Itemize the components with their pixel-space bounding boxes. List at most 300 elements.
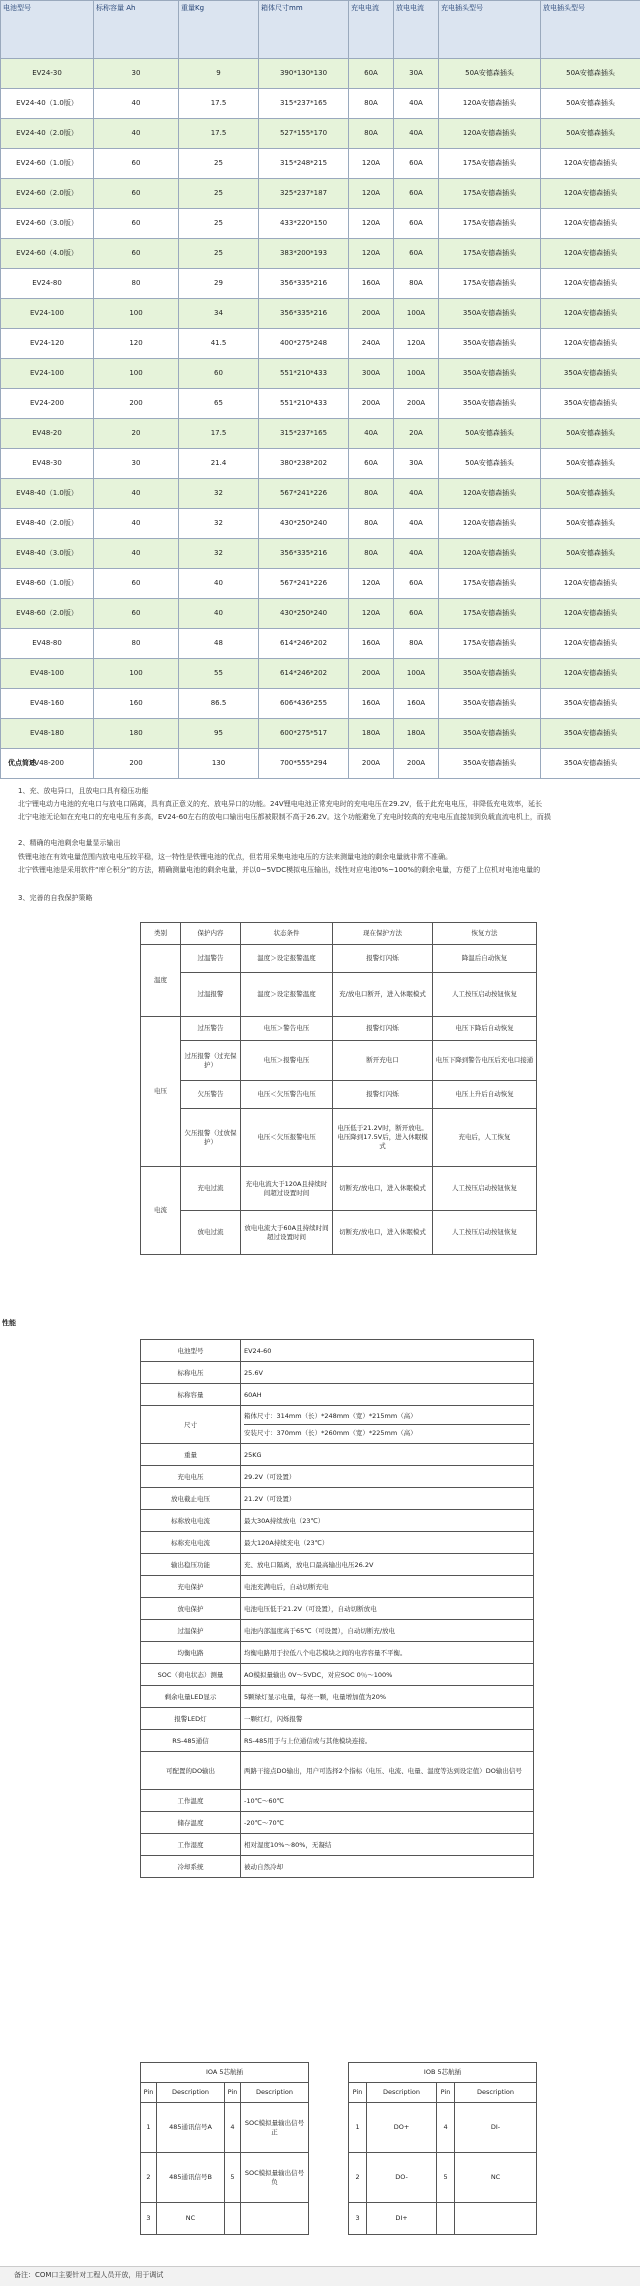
model-name-cell: EV24-40（2.0版） [1, 119, 94, 149]
spec-value: EV24-60 [241, 1340, 534, 1362]
category-cell: 电压 [141, 1017, 181, 1167]
table-row [1, 599, 640, 629]
table-cell: 断开充电口 [333, 1041, 433, 1081]
table-row [141, 1554, 534, 1576]
model-name-cell: EV24-80 [1, 269, 94, 299]
table-row [1, 239, 640, 269]
pin-table [140, 2062, 537, 2235]
table-cell: 430*250*240 [259, 599, 349, 629]
table-row [1, 59, 640, 89]
table-cell: 80A [349, 479, 394, 509]
table-cell: 175A安德森插头 [439, 599, 541, 629]
header-cell: 状态条件 [241, 923, 333, 945]
spec-value: 均衡电路用于拉低八个电芯模块之间的电容容量不平衡。 [241, 1642, 534, 1664]
table-row [1, 479, 640, 509]
table-row [141, 1708, 534, 1730]
table-cell: 325*237*187 [259, 179, 349, 209]
table-row [1, 359, 640, 389]
advantages-title: 优点简述 [8, 758, 36, 769]
table-cell: 报警灯闪烁 [333, 945, 433, 973]
table-cell: 614*246*202 [259, 629, 349, 659]
table-cell: 315*237*165 [259, 419, 349, 449]
spec-value: 21.2V（可设置） [241, 1488, 534, 1510]
table-row [141, 1510, 534, 1532]
spec-value: 25.6V [241, 1362, 534, 1384]
table-cell [455, 2203, 537, 2235]
table-cell: 551*210*433 [259, 359, 349, 389]
table-cell: 380*238*202 [259, 449, 349, 479]
pin-title-row [141, 2063, 537, 2083]
table-row [1, 749, 640, 779]
table-cell: 120A安德森插头 [541, 149, 640, 179]
table-cell: 人工按压启动按钮恢复 [433, 1167, 537, 1211]
table-cell: 欠压警告 [181, 1081, 241, 1109]
table-cell: 160A [349, 629, 394, 659]
spec-label: 均衡电路 [141, 1642, 241, 1664]
table-row [141, 973, 537, 1017]
table-cell: 25 [179, 179, 259, 209]
table-row [141, 1642, 534, 1664]
table-cell: 350A安德森插头 [439, 719, 541, 749]
advantage-line: 北宁电池无论如在充电口的充电电压有多高，EV24-60左右的放电口输出电压都被限制不高于26.2V。这个功能避免了充电时较高的充电电压直接加到负载直流电机上，而损 [18, 812, 551, 823]
footer-note: 备注：COM口主要针对工程人员开放，用于调试 [14, 2270, 163, 2281]
table-cell: 315*237*165 [259, 89, 349, 119]
advantage-line: 北宁铁锂电池是采用软件“库仑积分”的方法，精确测量电池的剩余电量，并以0~5VDC模拟电压输出，线性对应电池0%~100%的剩余电量，方便了上位机对电池电量的 [18, 865, 540, 876]
performance-table [140, 1339, 534, 1878]
header-cell: 放电电流 [394, 1, 439, 59]
table-row [141, 1017, 537, 1041]
performance-title: 性能 [2, 1318, 16, 1329]
table-cell: 175A安德森插头 [439, 239, 541, 269]
table-cell: 过压报警（过充保护） [181, 1041, 241, 1081]
spec-label: 过温保护 [141, 1620, 241, 1642]
table-cell: 430*250*240 [259, 509, 349, 539]
table-row [141, 1790, 534, 1812]
table-row [1, 629, 640, 659]
table-row [141, 1576, 534, 1598]
header-cell: Pin [437, 2083, 455, 2103]
header-cell: 类别 [141, 923, 181, 945]
table-cell: NC [157, 2203, 225, 2235]
table-cell: 60A [394, 179, 439, 209]
table-cell: 60A [394, 599, 439, 629]
model-name-cell: EV24-30 [1, 59, 94, 89]
table-cell: 350A安德森插头 [541, 689, 640, 719]
table-row [1, 659, 640, 689]
table-cell: 700*555*294 [259, 749, 349, 779]
table-row [141, 1081, 537, 1109]
model-spec-table [0, 0, 640, 779]
table-cell: 55 [179, 659, 259, 689]
table-row [141, 1340, 534, 1362]
table-row [141, 1664, 534, 1686]
table-cell: 报警灯闪烁 [333, 1081, 433, 1109]
table-cell: 32 [179, 539, 259, 569]
table-cell: 60 [179, 359, 259, 389]
table-header-row [1, 1, 640, 59]
gap [309, 2063, 349, 2235]
table-cell: 17.5 [179, 119, 259, 149]
table-cell: 50A安德森插头 [541, 419, 640, 449]
table-cell: 300A [349, 359, 394, 389]
table-cell: 电压下降后自动恢复 [433, 1017, 537, 1041]
table-cell: 100 [94, 299, 179, 329]
table-cell: 180 [94, 719, 179, 749]
table-cell: 60 [94, 149, 179, 179]
table-cell: 40 [94, 509, 179, 539]
table-cell: 120A安德森插头 [541, 299, 640, 329]
table-header-row [141, 923, 537, 945]
table-row [1, 209, 640, 239]
table-cell: 180A [394, 719, 439, 749]
table-row [141, 1598, 534, 1620]
table-cell: 60A [394, 149, 439, 179]
table-cell: 350A安德森插头 [541, 389, 640, 419]
spec-value-line: 箱体尺寸：314mm（长）*248mm（宽）*215mm（高） [244, 1411, 530, 1421]
table-cell: 80 [94, 269, 179, 299]
spec-label: 标称充电电流 [141, 1532, 241, 1554]
spec-value: 5颗绿灯显示电量，每亮一颗，电量增加值为20% [241, 1686, 534, 1708]
table-cell: 120A安德森插头 [439, 539, 541, 569]
spec-label: 重量 [141, 1444, 241, 1466]
model-name-cell: EV48-200 [1, 749, 94, 779]
table-cell: 80A [394, 629, 439, 659]
table-cell: 切断充/放电口，进入休眠模式 [333, 1167, 433, 1211]
table-row [1, 389, 640, 419]
table-cell: 人工按压启动按钮恢复 [433, 1211, 537, 1255]
spec-label: 放电保护 [141, 1598, 241, 1620]
table-cell: 120A安德森插头 [439, 479, 541, 509]
header-cell: Description [367, 2083, 437, 2103]
header-cell: 电池型号 [1, 1, 94, 59]
table-cell: 欠压报警（过放保护） [181, 1109, 241, 1167]
table-cell: 40A [349, 419, 394, 449]
table-cell: 温度＞设定报警温度 [241, 945, 333, 973]
table-cell: 433*220*150 [259, 209, 349, 239]
table-cell [225, 2203, 241, 2235]
table-cell: 160A [394, 689, 439, 719]
spec-value: RS-485用于与上位通信或与其他模块连接。 [241, 1730, 534, 1752]
table-row [141, 1167, 537, 1211]
table-cell: 50A安德森插头 [541, 539, 640, 569]
table-cell: 175A安德森插头 [439, 179, 541, 209]
table-cell: 485通讯信号A [157, 2103, 225, 2153]
table-row [1, 149, 640, 179]
table-cell: 60 [94, 179, 179, 209]
spec-value: 最大30A持续放电（23℃） [241, 1510, 534, 1532]
model-name-cell: EV48-20 [1, 419, 94, 449]
table-cell: 温度＞设定报警温度 [241, 973, 333, 1017]
table-cell: 2 [349, 2153, 367, 2203]
table-cell: 200 [94, 749, 179, 779]
table-cell: 80A [349, 119, 394, 149]
table-cell: 29 [179, 269, 259, 299]
spec-value: 充、放电口隔离，放电口最高输出电压26.2V [241, 1554, 534, 1576]
table-cell: 60A [394, 569, 439, 599]
table-cell: 120 [94, 329, 179, 359]
table-row [141, 1812, 534, 1834]
table-cell: 120A安德森插头 [439, 89, 541, 119]
table-cell: 175A安德森插头 [439, 209, 541, 239]
table-cell: 充电电流大于120A且持续时间超过设置时间 [241, 1167, 333, 1211]
table-cell: 60 [94, 569, 179, 599]
table-cell: 160A [349, 689, 394, 719]
table-row [141, 1686, 534, 1708]
table-cell: 86.5 [179, 689, 259, 719]
table-cell: 50A安德森插头 [541, 479, 640, 509]
table-cell: 120A [349, 569, 394, 599]
table-cell: 315*248*215 [259, 149, 349, 179]
table-cell: 350A安德森插头 [439, 299, 541, 329]
header-cell: Pin [225, 2083, 241, 2103]
advantage-line: 3、完善的自我保护策略 [18, 893, 92, 904]
table-cell: 电压低于21.2V时，断开放电。电压降到17.5V后，进入休眠模式 [333, 1109, 433, 1167]
table-cell: 40 [94, 479, 179, 509]
table-cell: 充电后，人工恢复 [433, 1109, 537, 1167]
table-cell: 100A [394, 659, 439, 689]
table-cell: 120A安德森插头 [541, 599, 640, 629]
table-cell: 3 [349, 2203, 367, 2235]
table-cell: 100 [94, 659, 179, 689]
model-name-cell: EV48-100 [1, 659, 94, 689]
model-name-cell: EV24-60（1.0版） [1, 149, 94, 179]
table-cell: 60 [94, 209, 179, 239]
table-cell: 17.5 [179, 419, 259, 449]
table-row [141, 1211, 537, 1255]
model-name-cell: EV24-40（1.0版） [1, 89, 94, 119]
model-name-cell: EV24-100 [1, 299, 94, 329]
table-cell: 40A [394, 479, 439, 509]
table-cell: 40 [94, 119, 179, 149]
table-cell: SOC模拟量输出信号负 [241, 2153, 309, 2203]
table-cell: 3 [141, 2203, 157, 2235]
category-cell: 电流 [141, 1167, 181, 1255]
table-row [1, 539, 640, 569]
table-cell: 30 [94, 449, 179, 479]
table-cell: 50A安德森插头 [439, 59, 541, 89]
table-cell: 80A [349, 89, 394, 119]
spec-label: RS-485通信 [141, 1730, 241, 1752]
table-cell: 50A安德森插头 [439, 449, 541, 479]
table-cell: 40A [394, 509, 439, 539]
table-cell: 电压上升后自动恢复 [433, 1081, 537, 1109]
table-cell: 175A安德森插头 [439, 269, 541, 299]
table-row [141, 1109, 537, 1167]
model-name-cell: EV24-60（3.0版） [1, 209, 94, 239]
table-cell: 400*275*248 [259, 329, 349, 359]
table-cell: 200A [349, 659, 394, 689]
header-cell: Pin [141, 2083, 157, 2103]
table-cell: 电压下降到警告电压后充电口接通 [433, 1041, 537, 1081]
table-cell: 25 [179, 209, 259, 239]
table-cell: 120A安德森插头 [541, 329, 640, 359]
table-row [1, 569, 640, 599]
footer-bar [0, 2266, 640, 2286]
spec-value: 一颗红灯，闪烁报警 [241, 1708, 534, 1730]
table-cell: DI- [455, 2103, 537, 2153]
spec-value: 60AH [241, 1384, 534, 1406]
table-cell: 60A [349, 59, 394, 89]
performance-table-body [141, 1340, 534, 1878]
table-cell: 356*335*216 [259, 299, 349, 329]
table-row [1, 509, 640, 539]
table-row [1, 689, 640, 719]
table-cell: 350A安德森插头 [439, 749, 541, 779]
table-row [141, 945, 537, 973]
table-cell: 120A安德森插头 [439, 119, 541, 149]
table-cell: 120A [349, 599, 394, 629]
table-cell: 80A [394, 269, 439, 299]
table-cell: 40A [394, 89, 439, 119]
table-cell: 电压＜欠压报警电压 [241, 1109, 333, 1167]
table-cell: 120A安德森插头 [541, 209, 640, 239]
protection-table [140, 922, 537, 1255]
table-cell: 527*155*170 [259, 119, 349, 149]
model-name-cell: EV24-60（2.0版） [1, 179, 94, 209]
table-cell: 50A安德森插头 [541, 89, 640, 119]
table-cell: 过温警告 [181, 945, 241, 973]
table-cell: DO- [367, 2153, 437, 2203]
table-cell: 报警灯闪烁 [333, 1017, 433, 1041]
table-cell: SOC模拟量输出信号正 [241, 2103, 309, 2153]
table-cell: 100A [394, 359, 439, 389]
header-cell: 现在保护方法 [333, 923, 433, 945]
spec-value: 29.2V（可设置） [241, 1466, 534, 1488]
table-row [1, 119, 640, 149]
table-row [1, 419, 640, 449]
table-cell: 32 [179, 509, 259, 539]
spec-label: 放电截止电压 [141, 1488, 241, 1510]
table-cell: 120A安德森插头 [541, 269, 640, 299]
table-cell: 60A [349, 449, 394, 479]
table-cell: 350A安德森插头 [439, 329, 541, 359]
table-cell: 485通讯信号B [157, 2153, 225, 2203]
table-cell: 40A [394, 119, 439, 149]
table-cell: 120A安德森插头 [541, 659, 640, 689]
model-name-cell: EV48-160 [1, 689, 94, 719]
table-cell: 350A安德森插头 [541, 359, 640, 389]
spec-label: 电池型号 [141, 1340, 241, 1362]
table-cell: 40 [179, 599, 259, 629]
table-cell: 电压＜欠压警告电压 [241, 1081, 333, 1109]
advantage-line: 2、精确的电池剩余电量显示输出 [18, 838, 120, 849]
table-cell: 50A安德森插头 [541, 59, 640, 89]
model-name-cell: EV48-40（1.0版） [1, 479, 94, 509]
header-cell: Pin [349, 2083, 367, 2103]
table-cell: 30 [94, 59, 179, 89]
table-row [1, 269, 640, 299]
header-cell: 放电插头型号 [541, 1, 640, 59]
table-cell: 40A [394, 539, 439, 569]
table-cell: 1 [141, 2103, 157, 2153]
header-cell: 充电插头型号 [439, 1, 541, 59]
table-cell: 40 [94, 89, 179, 119]
table-row [141, 1856, 534, 1878]
table-cell: 100A [394, 299, 439, 329]
table-cell: 390*130*130 [259, 59, 349, 89]
table-cell: 60A [394, 209, 439, 239]
table-cell: 120A [394, 329, 439, 359]
table-cell: 40 [179, 569, 259, 599]
model-name-cell: EV24-100 [1, 359, 94, 389]
table-cell: 80 [94, 629, 179, 659]
spec-value: AO模拟量输出 0V～5VDC，对应SOC 0％～100% [241, 1664, 534, 1686]
table-cell: 41.5 [179, 329, 259, 359]
table-cell: 614*246*202 [259, 659, 349, 689]
spec-value: 25KG [241, 1444, 534, 1466]
table-cell: 100 [94, 359, 179, 389]
table-row [141, 1620, 534, 1642]
spec-label: 冷却系统 [141, 1856, 241, 1878]
table-cell: DI+ [367, 2203, 437, 2235]
table-cell: 567*241*226 [259, 569, 349, 599]
table-cell: 9 [179, 59, 259, 89]
table-cell: 34 [179, 299, 259, 329]
table-cell: 120A [349, 149, 394, 179]
table-cell: 200A [349, 389, 394, 419]
spec-value: 电池充满电后，自动切断充电 [241, 1576, 534, 1598]
table-cell: 200A [394, 389, 439, 419]
header-cell: 标称容量 Ah [94, 1, 179, 59]
spec-label: 工作温度 [141, 1790, 241, 1812]
table-cell: 175A安德森插头 [439, 629, 541, 659]
model-name-cell: EV48-80 [1, 629, 94, 659]
category-cell: 温度 [141, 945, 181, 1017]
spec-value: 电池电压低于21.2V（可设置），自动切断放电 [241, 1598, 534, 1620]
table-cell: 551*210*433 [259, 389, 349, 419]
spec-value: -20℃～70℃ [241, 1812, 534, 1834]
table-cell: 80A [349, 509, 394, 539]
spec-value: 两路干接点DO输出，用户可选择2个指标（电压、电流、电量、温度等达到设定值）DO输出信号 [241, 1752, 534, 1790]
table-cell: 50A安德森插头 [541, 509, 640, 539]
table-cell: 人工按压启动按钮恢复 [433, 973, 537, 1017]
model-name-cell: EV48-60（1.0版） [1, 569, 94, 599]
table-row [141, 1532, 534, 1554]
header-cell: 恢复方法 [433, 923, 537, 945]
table-cell: 降温后自动恢复 [433, 945, 537, 973]
table-cell: 20A [394, 419, 439, 449]
table-row [141, 1444, 534, 1466]
ioa-title: IOA 5芯航插 [141, 2063, 309, 2083]
table-cell: 567*241*226 [259, 479, 349, 509]
spec-label: 标称容量 [141, 1384, 241, 1406]
table-row [141, 1834, 534, 1856]
table-cell: 120A安德森插头 [439, 509, 541, 539]
table-row [1, 89, 640, 119]
table-cell: 放电过流 [181, 1211, 241, 1255]
table-cell: 4 [437, 2103, 455, 2153]
model-name-cell: EV48-180 [1, 719, 94, 749]
header-cell: Description [157, 2083, 225, 2103]
spec-label: 充电保护 [141, 1576, 241, 1598]
spec-label: 报警LED灯 [141, 1708, 241, 1730]
model-name-cell: EV24-200 [1, 389, 94, 419]
spec-value: 相对湿度10%～80%，无凝结 [241, 1834, 534, 1856]
table-cell: 120A安德森插头 [541, 239, 640, 269]
header-cell: 保护内容 [181, 923, 241, 945]
table-cell: 充电过流 [181, 1167, 241, 1211]
table-cell: 25 [179, 239, 259, 269]
table-cell: 切断充/放电口，进入休眠模式 [333, 1211, 433, 1255]
table-cell: 40 [94, 539, 179, 569]
table-cell [437, 2203, 455, 2235]
header-cell: 重量Kg [179, 1, 259, 59]
table-cell: 120A [349, 209, 394, 239]
spec-label: 标称电压 [141, 1362, 241, 1384]
table-cell: 175A安德森插头 [439, 149, 541, 179]
table-cell: 160 [94, 689, 179, 719]
table-cell: 175A安德森插头 [439, 569, 541, 599]
